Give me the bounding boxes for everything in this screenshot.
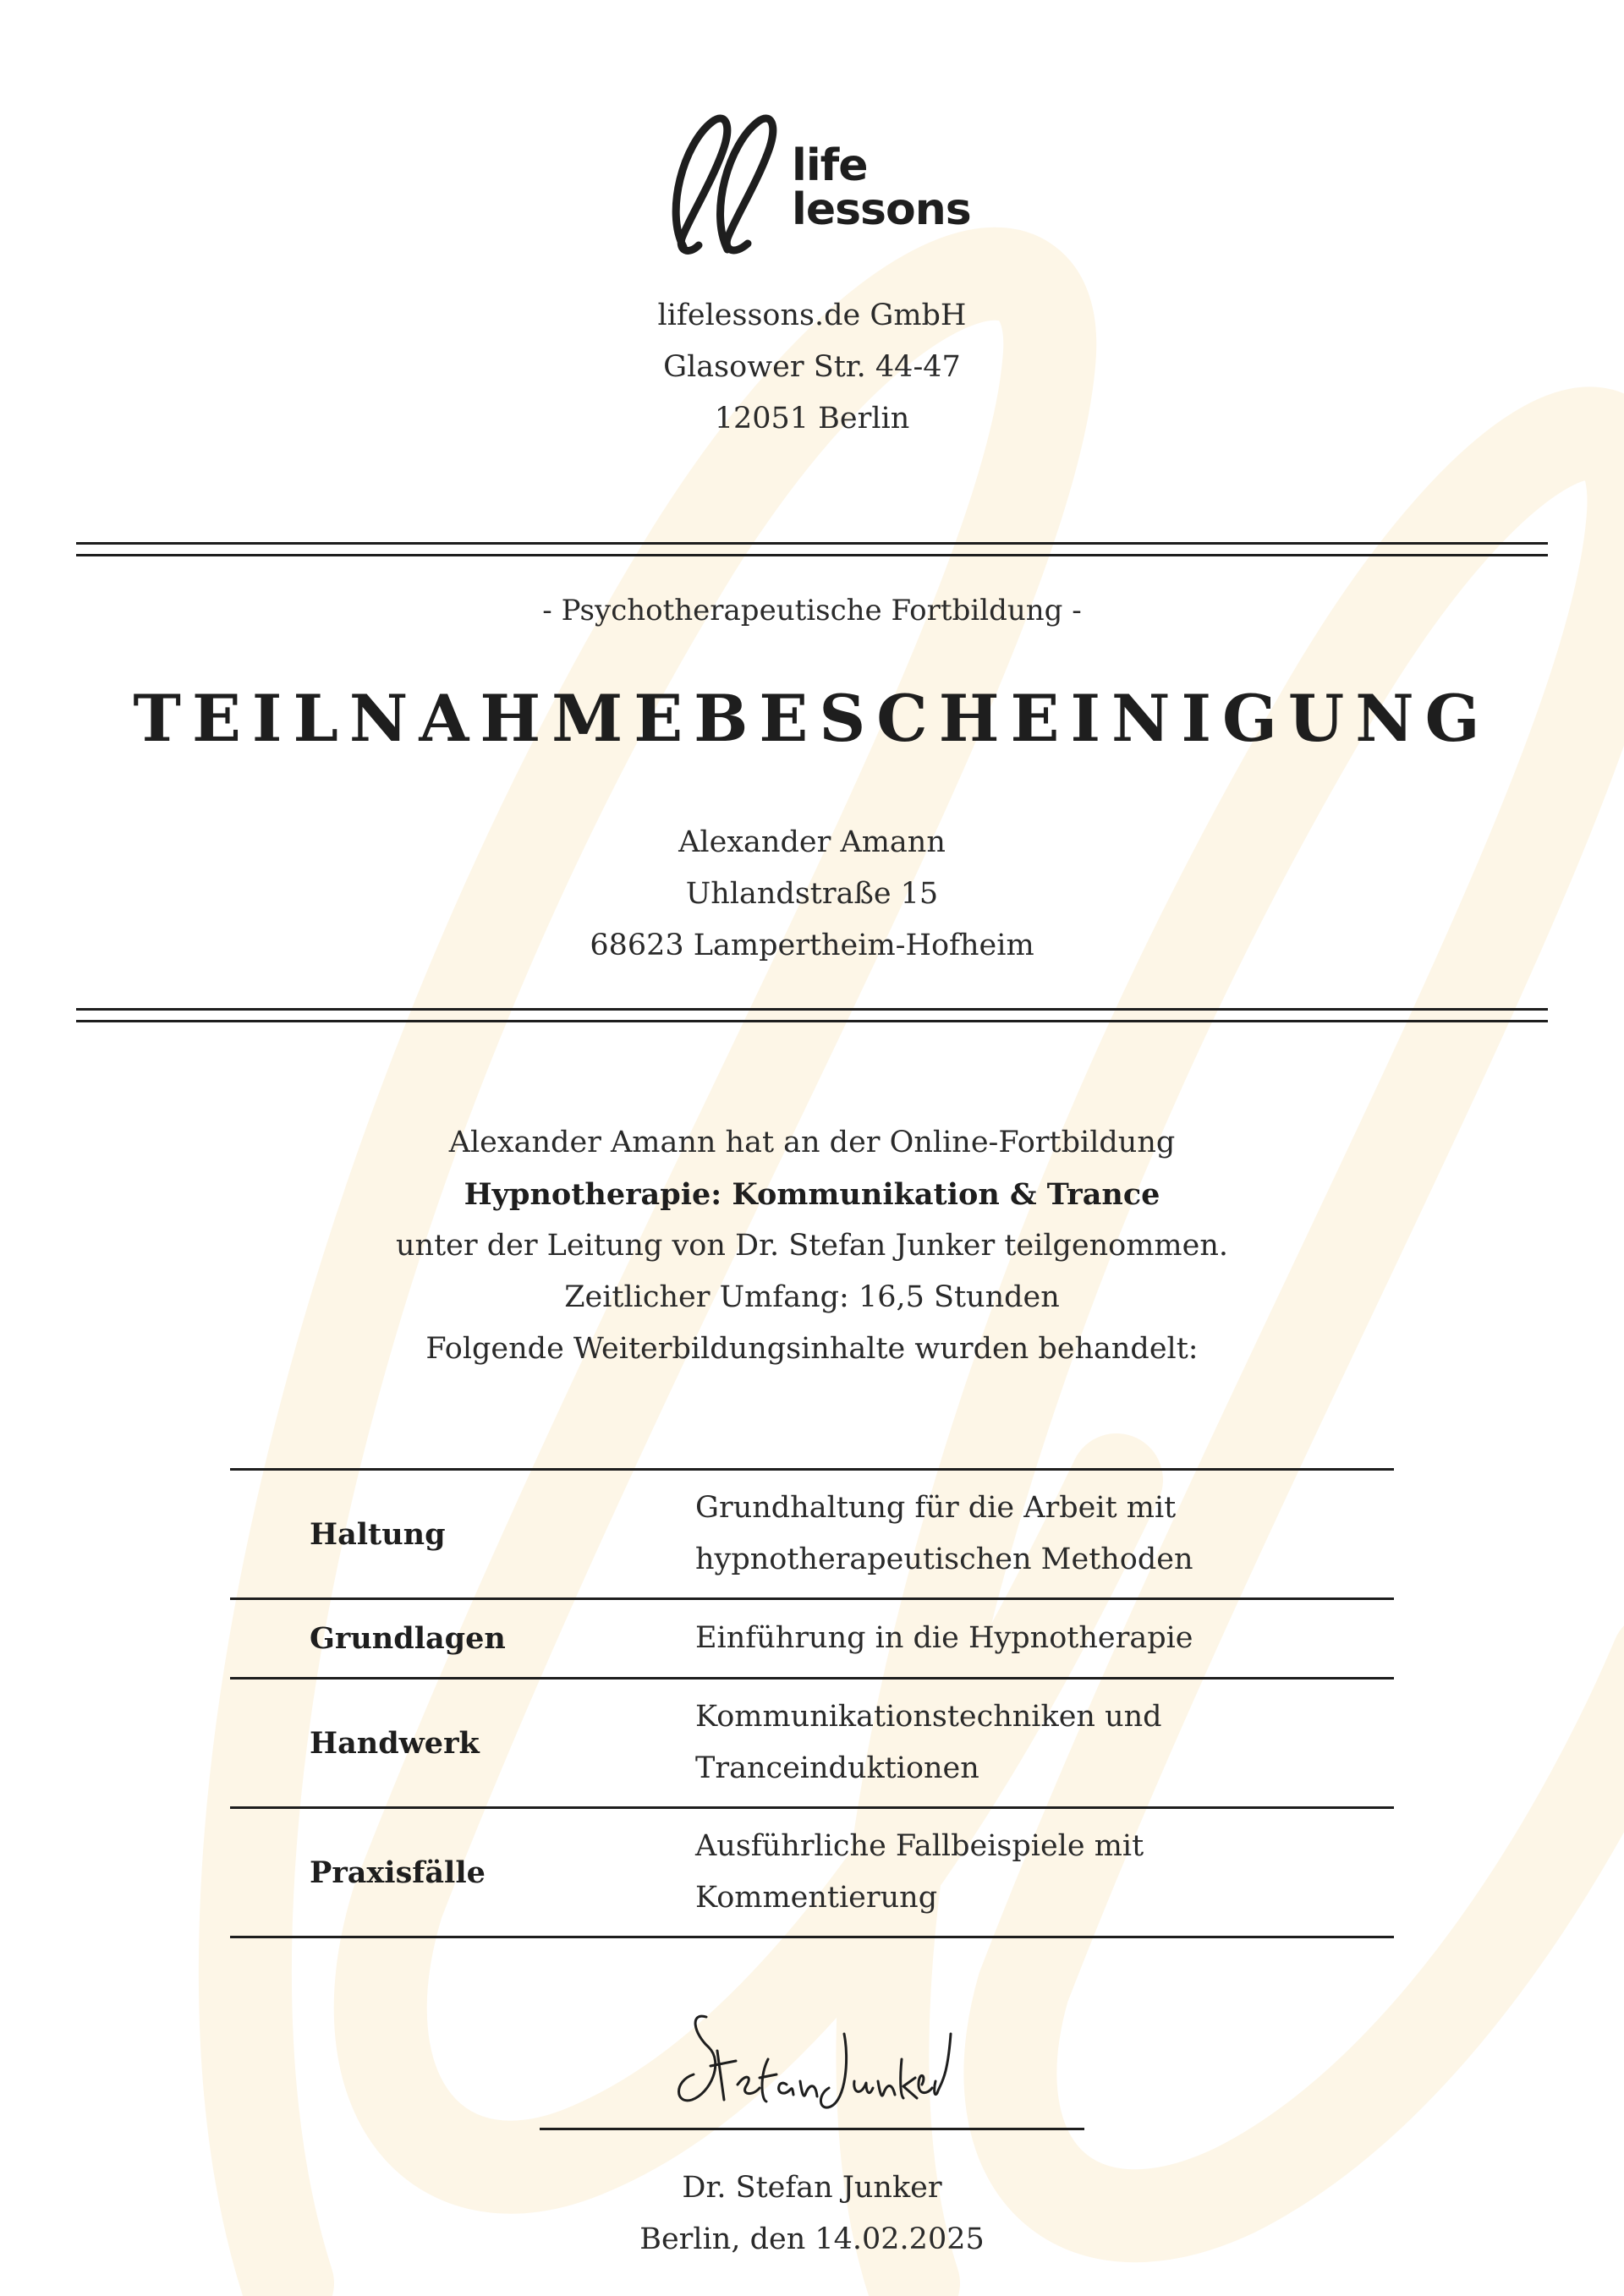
topic-description-line: hypnotherapeutischen Methoden: [695, 1543, 1193, 1576]
recipient-street: Uhlandstraße 15: [685, 877, 939, 911]
divider-bottom-2: [76, 1020, 1548, 1022]
company-name: lifelessons.de GmbH: [657, 299, 967, 332]
company-street: Glasower Str. 44-47: [663, 350, 961, 384]
topics-table: [230, 1468, 1394, 1938]
signature-line: [540, 2128, 1084, 2130]
table-row: [230, 1809, 1394, 1938]
recipient-name: Alexander Amann: [678, 825, 946, 859]
body-line-duration: Zeitlicher Umfang: 16,5 Stunden: [564, 1280, 1060, 1314]
logo-word-lessons: lessons: [792, 184, 971, 235]
logo-monogram-icon: [660, 110, 787, 262]
table-row: [230, 1600, 1394, 1680]
certificate-body: [0, 1117, 1624, 1375]
topic-description-line: Kommentierung: [695, 1881, 938, 1915]
topic-name: Grundlagen: [310, 1621, 506, 1656]
table-row: [230, 1468, 1394, 1600]
signature-block: [0, 2162, 1624, 2266]
signer-name: Dr. Stefan Junker: [682, 2171, 942, 2205]
topic-description-line: Einführung in die Hypnotherapie: [695, 1621, 1193, 1655]
topic-description-line: Tranceinduktionen: [695, 1751, 979, 1785]
company-logo: [660, 110, 971, 262]
recipient-city: 68623 Lampertheim-Hofheim: [590, 929, 1034, 962]
topic-name: Praxisfälle: [310, 1855, 486, 1890]
certificate-title: TEILNAHMEBESCHEINIGUNG: [133, 681, 1491, 756]
topic-description: [695, 1600, 1372, 1677]
divider-top-2: [76, 554, 1548, 556]
company-address: [0, 290, 1624, 445]
divider-top-1: [76, 542, 1548, 545]
table-row: [230, 1680, 1394, 1809]
place-and-date: Berlin, den 14.02.2025: [639, 2222, 985, 2256]
body-line-participation: Alexander Amann hat an der Online-Fortbildung: [448, 1126, 1176, 1159]
topic-description-line: Kommunikationstechniken und: [695, 1700, 1162, 1734]
recipient-address: [0, 817, 1624, 972]
topic-name: Haltung: [310, 1516, 446, 1552]
course-title: Hypnotherapie: Kommunikation & Trance: [464, 1177, 1160, 1212]
topic-description-line: Grundhaltung für die Arbeit mit: [695, 1491, 1177, 1525]
topic-description: [695, 1809, 1372, 1936]
topic-description: [695, 1680, 1372, 1806]
logo-word-life: life: [792, 140, 868, 191]
handwritten-signature: [668, 2000, 956, 2127]
topic-description: [695, 1471, 1372, 1597]
topic-name: Handwerk: [310, 1725, 480, 1761]
topic-description-line: Ausführliche Fallbeispiele mit: [695, 1829, 1144, 1863]
company-city: 12051 Berlin: [714, 402, 910, 436]
divider-bottom-1: [76, 1008, 1548, 1011]
body-line-leader: unter der Leitung von Dr. Stefan Junker teilgenommen.: [395, 1229, 1229, 1263]
certificate-subtitle: - Psychotherapeutische Fortbildung -: [542, 594, 1082, 627]
body-line-topics-intro: Folgende Weiterbildungsinhalte wurden behandelt:: [425, 1332, 1199, 1366]
